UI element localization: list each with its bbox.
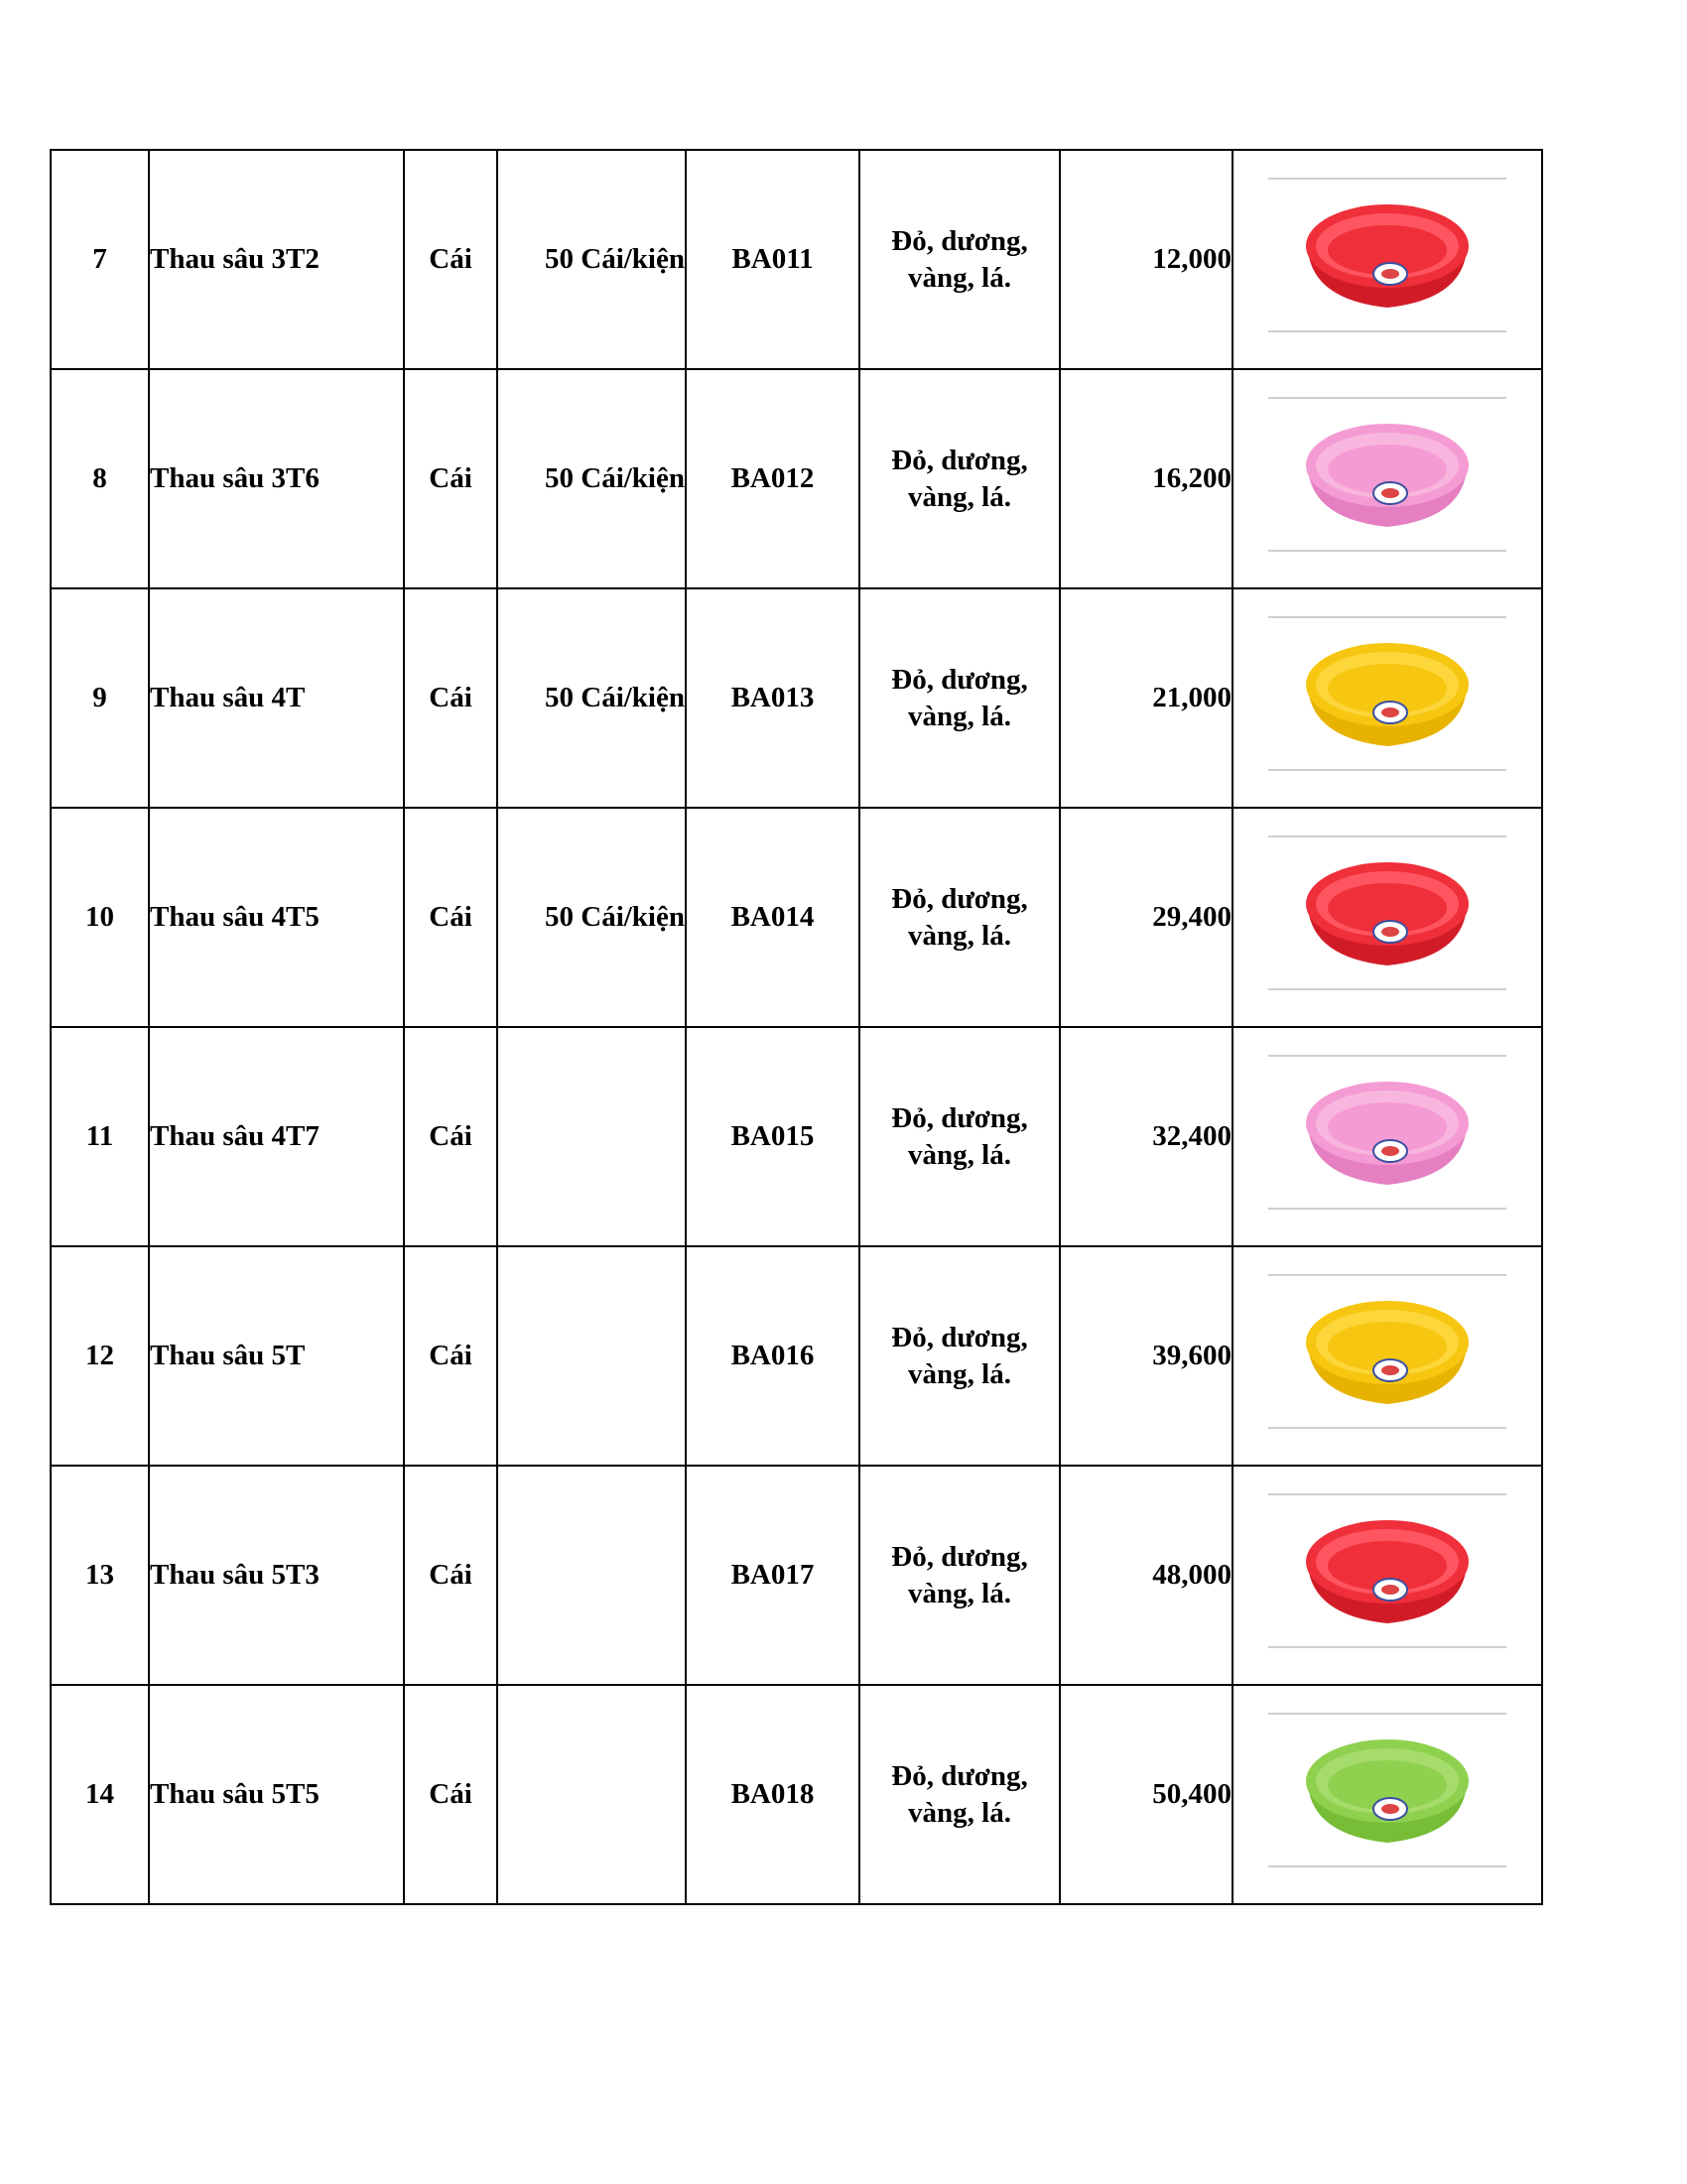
unit: Cái [404,1685,497,1904]
row-number: 9 [51,588,149,808]
product-name: Thau sâu 3T6 [149,369,404,588]
product-image-cell [1233,588,1542,808]
price: 29,400 [1060,808,1233,1027]
product-image-cell [1233,808,1542,1027]
colors [859,1685,1060,1904]
price: 39,600 [1060,1246,1233,1466]
colors-line-2: vàng, lá. [908,1796,1011,1829]
product-name: Thau sâu 4T7 [149,1027,404,1246]
colors [859,369,1060,588]
table-body [51,150,1542,1904]
label-sticker-logo [1381,1146,1399,1156]
colors [859,1027,1060,1246]
label-sticker-logo [1381,269,1399,279]
colors-line-1: Đỏ, dương, [891,444,1028,476]
product-image-cell [1233,369,1542,588]
table-row [51,1027,1542,1246]
unit: Cái [404,369,497,588]
basin-image [1233,1028,1541,1245]
packing [497,1466,686,1685]
product-name: Thau sâu 5T5 [149,1685,404,1904]
colors [859,150,1060,369]
packing: 50 Cái/kiện [497,369,686,588]
basin-image [1233,809,1541,1026]
table-row [51,369,1542,588]
row-number: 7 [51,150,149,369]
colors-line-2: vàng, lá. [908,1357,1011,1390]
price: 50,400 [1060,1685,1233,1904]
label-sticker-logo [1381,1804,1399,1814]
label-sticker-logo [1381,707,1399,717]
product-code: BA012 [686,369,859,588]
colors-line-2: vàng, lá. [908,480,1011,513]
basin-icon [1253,1028,1521,1241]
row-number: 10 [51,808,149,1027]
packing: 50 Cái/kiện [497,150,686,369]
table-row [51,588,1542,808]
product-price-table [50,149,1543,1905]
colors [859,588,1060,808]
row-number: 8 [51,369,149,588]
product-name: Thau sâu 3T2 [149,150,404,369]
table-row [51,808,1542,1027]
basin-image [1233,151,1541,368]
product-name: Thau sâu 4T5 [149,808,404,1027]
product-code: BA011 [686,150,859,369]
product-name: Thau sâu 4T [149,588,404,808]
colors-line-1: Đỏ, dương, [891,1321,1028,1353]
product-image-cell [1233,1685,1542,1904]
colors-line-1: Đỏ, dương, [891,663,1028,696]
colors-line-2: vàng, lá. [908,919,1011,952]
product-image-cell [1233,1246,1542,1466]
table-row [51,150,1542,369]
table-row [51,1246,1542,1466]
label-sticker-logo [1381,1365,1399,1375]
product-code: BA013 [686,588,859,808]
price: 12,000 [1060,150,1233,369]
price: 32,400 [1060,1027,1233,1246]
basin-icon [1253,809,1521,1022]
colors-line-2: vàng, lá. [908,1138,1011,1171]
colors [859,1466,1060,1685]
basin-image [1233,1467,1541,1684]
product-image-cell [1233,1027,1542,1246]
basin-image [1233,1686,1541,1903]
product-name: Thau sâu 5T3 [149,1466,404,1685]
colors-line-1: Đỏ, dương, [891,882,1028,915]
row-number: 14 [51,1685,149,1904]
unit: Cái [404,808,497,1027]
table-row [51,1466,1542,1685]
packing: 50 Cái/kiện [497,808,686,1027]
label-sticker-logo [1381,488,1399,498]
unit: Cái [404,150,497,369]
product-code: BA014 [686,808,859,1027]
colors-line-2: vàng, lá. [908,700,1011,732]
price: 16,200 [1060,369,1233,588]
basin-image [1233,589,1541,807]
packing [497,1027,686,1246]
unit: Cái [404,588,497,808]
product-name: Thau sâu 5T [149,1246,404,1466]
basin-icon [1253,1247,1521,1461]
packing: 50 Cái/kiện [497,588,686,808]
row-number: 12 [51,1246,149,1466]
colors-line-1: Đỏ, dương, [891,1540,1028,1573]
product-code: BA017 [686,1466,859,1685]
colors-line-1: Đỏ, dương, [891,1101,1028,1134]
product-code: BA016 [686,1246,859,1466]
price: 21,000 [1060,588,1233,808]
basin-icon [1253,589,1521,803]
unit: Cái [404,1027,497,1246]
label-sticker-logo [1381,927,1399,937]
row-number: 11 [51,1027,149,1246]
label-sticker-logo [1381,1585,1399,1595]
unit: Cái [404,1246,497,1466]
row-number: 13 [51,1466,149,1685]
colors-line-1: Đỏ, dương, [891,1759,1028,1792]
table-row [51,1685,1542,1904]
basin-icon [1253,370,1521,583]
basin-image [1233,370,1541,587]
product-image-cell [1233,1466,1542,1685]
colors [859,1246,1060,1466]
basin-icon [1253,1686,1521,1899]
basin-image [1233,1247,1541,1465]
colors-line-1: Đỏ, dương, [891,224,1028,257]
price: 48,000 [1060,1466,1233,1685]
packing [497,1246,686,1466]
basin-icon [1253,151,1521,364]
basin-icon [1253,1467,1521,1680]
product-code: BA018 [686,1685,859,1904]
unit: Cái [404,1466,497,1685]
colors-line-2: vàng, lá. [908,261,1011,294]
colors [859,808,1060,1027]
product-image-cell [1233,150,1542,369]
colors-line-2: vàng, lá. [908,1577,1011,1609]
product-code: BA015 [686,1027,859,1246]
packing [497,1685,686,1904]
